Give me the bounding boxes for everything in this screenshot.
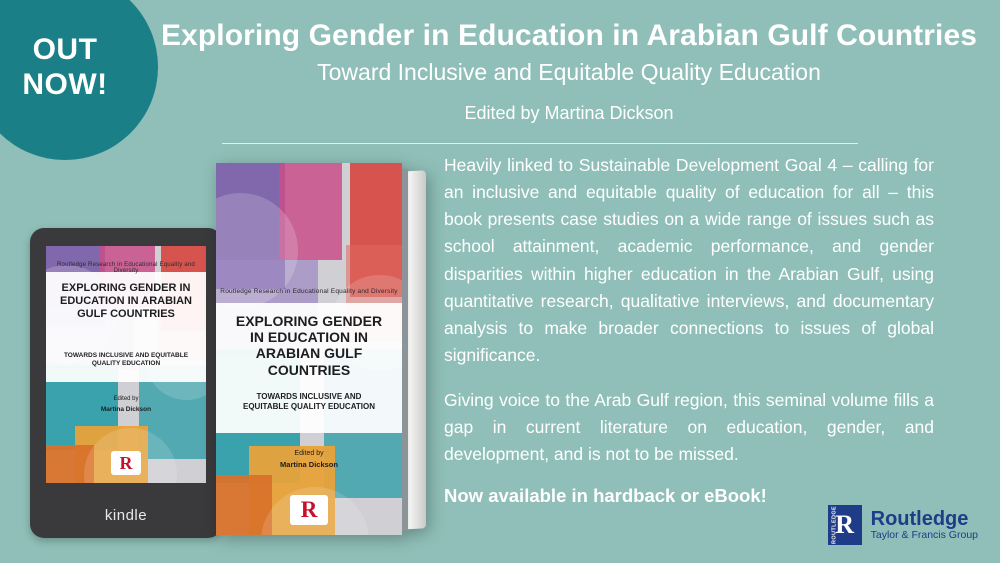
description-paragraph-2: Giving voice to the Arab Gulf region, this seminal volume fills a gap in current literature on education, gender, and development, and is not to be missed.: [444, 390, 934, 465]
badge-line-1: OUT: [32, 32, 98, 66]
book-cover-editor: Martina Dickson: [280, 460, 338, 469]
out-now-badge: [0, 0, 158, 160]
ebook-cover-routledge-mark: R: [111, 451, 141, 475]
routledge-logo: [828, 505, 978, 545]
ebook-cover-art: [46, 246, 206, 483]
routledge-logo-mark: [828, 505, 862, 545]
book-cover-art: [216, 163, 402, 535]
ebook-cover-edited-by: Edited by: [113, 396, 139, 402]
book-front-cover: [216, 163, 402, 535]
routledge-name: Routledge: [870, 508, 969, 531]
kindle-device: [30, 228, 222, 538]
kindle-brand-label: kindle: [104, 507, 148, 524]
routledge-tagline: Taylor & Francis Group: [870, 529, 978, 542]
description-block: [444, 152, 934, 529]
ebook-cover-editor: Martina Dickson: [100, 406, 152, 413]
printed-book: [216, 163, 426, 538]
page-title: Exploring Gender in Education in Arabian Gulf Countries: [160, 19, 978, 52]
book-cover-edited-by: Edited by: [294, 450, 324, 457]
header-divider: [222, 143, 858, 144]
book-cover-subtitle: TOWARDS INCLUSIVE AND EQUITABLE QUALITY EDUCATION: [243, 392, 375, 411]
book-cover-title: EXPLORING GENDER IN EDUCATION IN ARABIAN GULF COUNTRIES: [235, 313, 383, 378]
routledge-mark-letter: R: [835, 510, 855, 539]
ebook-cover-series: Routledge Research in Educational Equality and Diversity: [57, 262, 195, 274]
kindle-screen: [46, 246, 206, 483]
editor-credit: Edited by Martina Dickson: [464, 102, 674, 123]
availability-callout: Now available in hardback or eBook!: [444, 485, 767, 507]
page-subtitle: Toward Inclusive and Equitable Quality Education: [317, 59, 821, 86]
header-block: [150, 18, 988, 124]
routledge-logo-text: [871, 508, 978, 542]
ebook-cover-subtitle: TOWARDS INCLUSIVE AND EQUITABLE QUALITY EDUCATION: [63, 352, 189, 368]
book-cover-series: Routledge Research in Educational Equality and Diversity: [220, 288, 398, 295]
book-cover-routledge-mark: R: [290, 495, 328, 525]
description-paragraph-1: Heavily linked to Sustainable Development Goal 4 – calling for an inclusive and equitable quality of education for all – this book presents case studies on a wide range of issues such as school attainment, academic performance, and gender disparities within higher education in the Arabian Gulf, using quantitative research, qualitative interviews, and documentary analysis to make broader connections to issues of global significance.: [444, 155, 934, 365]
ebook-cover-title: EXPLORING GENDER IN EDUCATION IN ARABIAN GULF COUNTRIES: [60, 282, 192, 320]
badge-line-2: NOW!: [22, 68, 108, 101]
routledge-vertical-text: ROUTLEDGE: [831, 505, 838, 545]
